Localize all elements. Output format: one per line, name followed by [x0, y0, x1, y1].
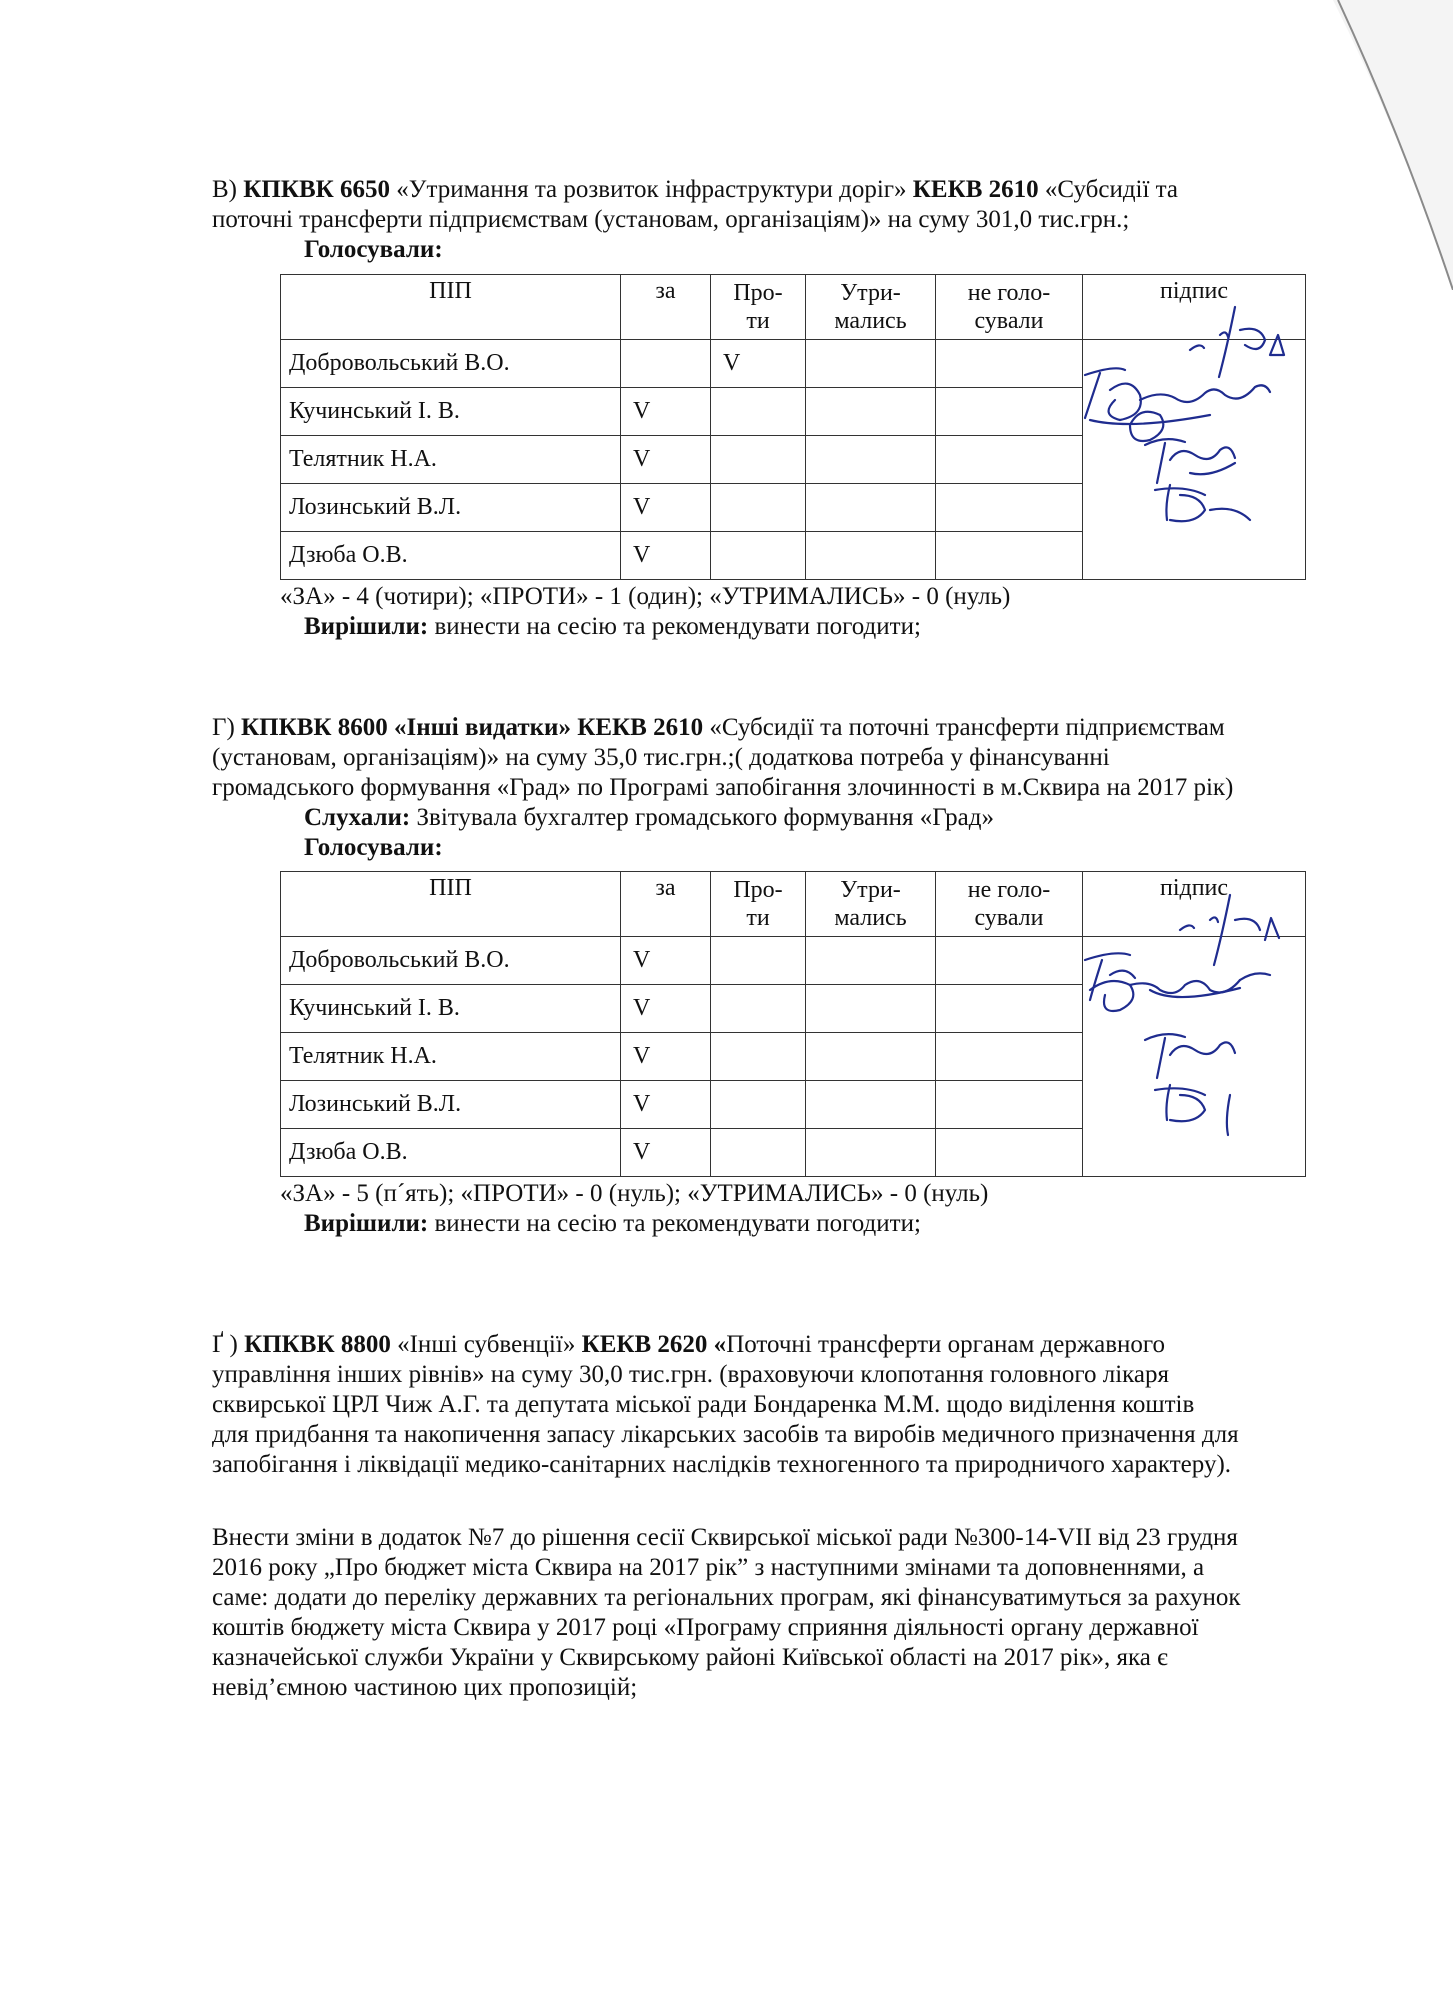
- section-v-tally: «ЗА» - 4 (чотири); «ПРОТИ» - 1 (один); «УТРИМАЛИСЬ» - 0 (нуль): [280, 583, 1011, 610]
- vote-proty: [711, 436, 806, 484]
- vote-proty: [711, 1129, 806, 1177]
- vote-negolos: [936, 484, 1083, 532]
- signatures-image: [1070, 295, 1320, 545]
- vote-utrym: [806, 937, 936, 985]
- vote-proty: [711, 484, 806, 532]
- member-name: Телятник Н.А.: [281, 436, 621, 484]
- section-g-heading-cont: (установам, організаціям)» на суму 35,0 тис.грн.;( додаткова потреба у фінансуванні: [212, 744, 1110, 771]
- section-g-decision: Вирішили: винести на сесію та рекомендувати погодити;: [304, 1210, 921, 1237]
- col-proty: Про- ти: [711, 872, 806, 937]
- section-g-heading-cont2: громадського формування «Град» по Програмі запобігання злочинності в м.Сквира на 2017 рік): [212, 774, 1234, 801]
- member-name: Кучинський І. В.: [281, 388, 621, 436]
- member-name: Лозинський В.Л.: [281, 484, 621, 532]
- vote-negolos: [936, 1081, 1083, 1129]
- member-name: Дзюба О.В.: [281, 532, 621, 580]
- vote-za: V: [621, 1081, 711, 1129]
- vote-za: V: [621, 532, 711, 580]
- amendment-line5: казначейської служби України у Сквирському районі Київської області на 2017 рік», яка є: [212, 1644, 1168, 1671]
- vote-proty: [711, 1081, 806, 1129]
- section-gg-line3: сквирської ЦРЛ Чиж А.Г. та депутата міської ради Бондаренка М.М. щодо виділення коштів: [212, 1391, 1195, 1418]
- section-gg-line5: запобігання і ліквідації медико-санітарних наслідків техногенного та природничого характеру).: [212, 1451, 1232, 1478]
- vote-negolos: [936, 388, 1083, 436]
- vote-proty: [711, 937, 806, 985]
- col-pidpys: підпис: [1083, 872, 1306, 937]
- member-name: Добровольський В.О.: [281, 340, 621, 388]
- section-v-heading-cont: поточні трансферти підприємствам (установам, організаціям)» на суму 301,0 тис.грн.;: [212, 206, 1130, 233]
- section-gg-line2: управління інших рівнів» на суму 30,0 тис.грн. (враховуючи клопотання головного лікаря: [212, 1361, 1170, 1388]
- vote-za: V: [621, 985, 711, 1033]
- vote-utrym: [806, 985, 936, 1033]
- vote-za: V: [621, 1033, 711, 1081]
- vote-utrym: [806, 436, 936, 484]
- vote-utrym: [806, 484, 936, 532]
- vote-utrym: [806, 1033, 936, 1081]
- col-pip: ПІП: [281, 872, 621, 937]
- vote-za: V: [621, 436, 711, 484]
- vote-negolos: [936, 1129, 1083, 1177]
- col-negolos: не голо- сували: [936, 872, 1083, 937]
- section-v-heading: В) КПКВК 6650 «Утримання та розвиток інфраструктури доріг» КЕКВ 2610 «Субсидії та: [212, 176, 1179, 203]
- amendment-line3: саме: додати до переліку державних та регіональних програм, які фінансуватимуться за рахунок: [212, 1584, 1241, 1611]
- signatures-image: [1070, 890, 1320, 1140]
- vote-proty: V: [711, 340, 806, 388]
- vote-negolos: [936, 1033, 1083, 1081]
- section-g-heading: Г) КПКВК 8600 «Інші видатки» КЕКВ 2610 «Субсидії та поточні трансферти підприємствам: [212, 714, 1225, 741]
- vote-negolos: [936, 985, 1083, 1033]
- vote-utrym: [806, 340, 936, 388]
- vote-za: V: [621, 937, 711, 985]
- member-name: Кучинський І. В.: [281, 985, 621, 1033]
- section-v-decision: Вирішили: винести на сесію та рекомендувати погодити;: [304, 613, 921, 640]
- col-pidpys: підпис: [1083, 275, 1306, 340]
- amendment-line1: Внести зміни в додаток №7 до рішення сесії Сквирської міської ради №300-14-VII від 23 грудня: [212, 1524, 1238, 1551]
- col-pip: ПІП: [281, 275, 621, 340]
- col-negolos: не голо- сували: [936, 275, 1083, 340]
- section-g-heard: Слухали: Звітувала бухгалтер громадського формування «Град»: [304, 804, 994, 831]
- vote-za: V: [621, 484, 711, 532]
- amendment-line2: 2016 року „Про бюджет міста Сквира на 2017 рік” з наступними змінами та доповненнями, а: [212, 1554, 1205, 1581]
- section-g-tally: «ЗА» - 5 (п´ять); «ПРОТИ» - 0 (нуль); «УТРИМАЛИСЬ» - 0 (нуль): [280, 1180, 989, 1207]
- member-name: Дзюба О.В.: [281, 1129, 621, 1177]
- section-v-voted-label: Голосували:: [304, 236, 443, 263]
- vote-utrym: [806, 388, 936, 436]
- section-gg-line4: для придбання та накопичення запасу лікарських засобів та виробів медичного призначення для: [212, 1421, 1239, 1448]
- vote-proty: [711, 985, 806, 1033]
- page-corner-fold: [1333, 0, 1453, 290]
- col-za: за: [621, 872, 711, 937]
- amendment-line6: невід’ємною частиною цих пропозицій;: [212, 1674, 638, 1701]
- col-za: за: [621, 275, 711, 340]
- section-g-voted-label: Голосували:: [304, 834, 443, 861]
- vote-negolos: [936, 532, 1083, 580]
- vote-proty: [711, 388, 806, 436]
- vote-proty: [711, 532, 806, 580]
- col-utrym: Утри- мались: [806, 275, 936, 340]
- vote-utrym: [806, 1081, 936, 1129]
- vote-negolos: [936, 340, 1083, 388]
- section-gg-heading: Ґ ) КПКВК 8800 «Інші субвенції» КЕКВ 2620 «Поточні трансферти органам державного: [212, 1331, 1166, 1358]
- member-name: Телятник Н.А.: [281, 1033, 621, 1081]
- amendment-line4: коштів бюджету міста Сквира у 2017 році «Програму сприяння діяльності органу державної: [212, 1614, 1199, 1641]
- member-name: Добровольський В.О.: [281, 937, 621, 985]
- vote-proty: [711, 1033, 806, 1081]
- vote-negolos: [936, 436, 1083, 484]
- vote-za: [621, 340, 711, 388]
- col-proty: Про- ти: [711, 275, 806, 340]
- member-name: Лозинський В.Л.: [281, 1081, 621, 1129]
- vote-za: V: [621, 388, 711, 436]
- vote-utrym: [806, 1129, 936, 1177]
- col-utrym: Утри- мались: [806, 872, 936, 937]
- vote-utrym: [806, 532, 936, 580]
- vote-negolos: [936, 937, 1083, 985]
- vote-za: V: [621, 1129, 711, 1177]
